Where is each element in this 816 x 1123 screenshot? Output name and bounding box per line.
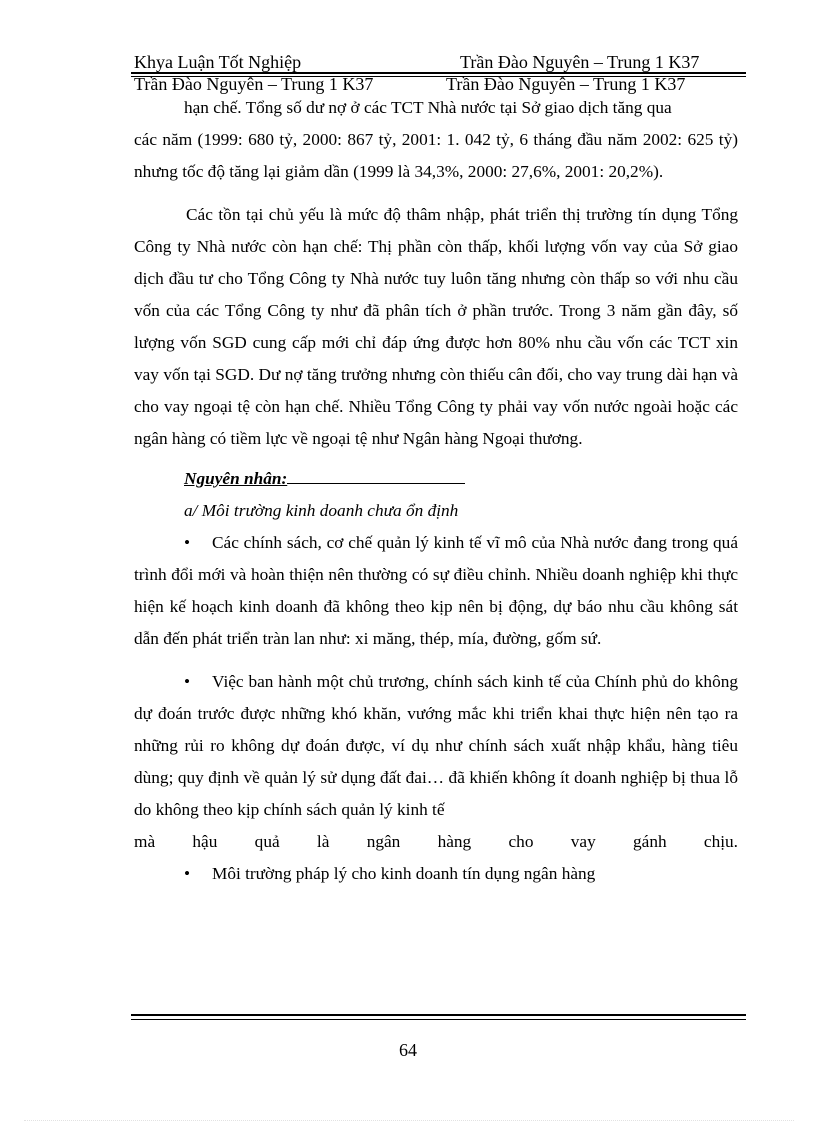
header-repeat-right: Trần Đào Nguyên – Trung 1 K37 [446,74,686,94]
paragraph-1-continued: các năm (1999: 680 tỷ, 2000: 867 tỷ, 2001: 1. 042 tỷ, 6 tháng đầu năm 2002: 625 tỷ) nhưng tốc độ tăng lại giảm dần (1999 là 34,3%, 2000: 27,6%, 2001: 20,2%). [134,130,738,181]
page-number: 64 [399,1040,417,1060]
bullet-dot: • [184,533,191,552]
bullet-item-3 [134,858,738,890]
header-author-label: Trần Đào Nguyên – Trung 1 K37 [460,52,700,72]
bullet-1-text: Các chính sách, cơ chế quản lý kinh tế vĩ mô của Nhà nước đang trong quá trình đổi mới và hoàn thiện nên thường có sự điều chỉnh. Nhiều doanh nghiệp khi thực hiện kế hoạch kinh doanh đã không theo kịp nên bị động, dự báo nhu cầu không sát dẫn đến phát triển tràn lan như: xi măng, thép, mía, đường, gốm sứ. [134,533,738,648]
bullet-2-text: Việc ban hành một chủ trương, chính sách kinh tế của Chính phủ do không dự đoán trước được những khó khăn, vướng mắc khi triển khai thực hiện nên tạo ra những rủi ro không dự đoán được, ví dụ như chính sách xuất nhập khẩu, hàng tiêu dùng; quy định về quản lý sử dụng đất đai… đã khiến không ít doanh nghiệp bị thua lỗ do không theo kịp chính sách quản lý kinh tế [134,672,738,819]
bullet-2-last-line: mà hậu quả là ngân hàng cho vay gánh chịu. [134,832,738,851]
section-subheading: a/ Môi trường kinh doanh chưa ổn định [184,501,459,520]
paragraph-2: Các tồn tại chủ yếu là mức độ thâm nhập, phát triển thị trường tín dụng Tổng Công ty Nhà nước còn hạn chế: Thị phần còn thấp, khối lượng vốn vay của Sở giao dịch đầu tư cho Tổng Công ty Nhà nước tuy luôn tăng nhưng còn thấp so với nhu cầu vốn của các Tổng Công ty như đã phân tích ở phần trước. Trong 3 năm gần đây, số lượng vốn SGD cung cấp mới chỉ đáp ứng được hơn 80% nhu cầu vốn các TCT xin vay vốn tại SGD. Dư nợ tăng trưởng nhưng còn thiếu cân đối, cho vay trung dài hạn và cho vay ngoại tệ còn hạn chế. Nhiều Tổng Công ty phải vay vốn nước ngoài hoặc các ngân hàng có tiềm lực về ngoại tệ như Ngân hàng Ngoại thương. [134,205,738,448]
paragraph-1-line-1: hạn chế. Tổng số dư nợ ở các TCT Nhà nước tại Sở giao dịch tăng qua [184,98,672,117]
bullet-dot: • [184,672,191,691]
heading-underline [287,482,465,484]
bullet-item-2 [134,666,738,826]
bullet-dot: • [184,864,191,883]
header-thesis-label: Khya Luận Tốt Nghiệp [134,52,302,72]
header-repeat-left: Trần Đào Nguyên – Trung 1 K37 [134,74,374,94]
body-text [134,92,738,890]
footer-rule-thin [131,1019,746,1020]
footer-rule-thick [131,1014,746,1016]
bullet-item-1 [134,527,738,655]
bullet-3-text: Môi trường pháp lý cho kinh doanh tín dụng ngân hàng [212,864,596,883]
page-bottom-dotted-border [24,1120,794,1121]
section-heading: Nguyên nhân: [184,469,288,488]
